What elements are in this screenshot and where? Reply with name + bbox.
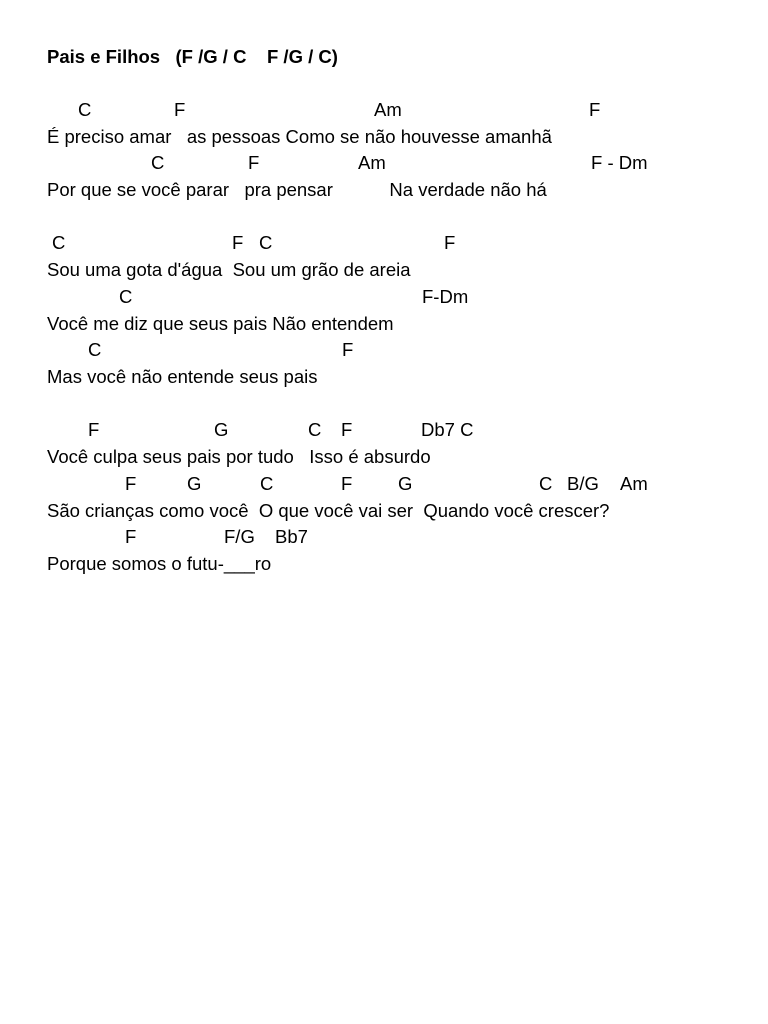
chord: B/G — [567, 473, 599, 494]
chord: G — [398, 473, 413, 494]
chord: F — [125, 526, 137, 547]
lyric-line: Sou uma gota d'água Sou um grão de areia — [47, 259, 411, 280]
chord: C — [539, 473, 553, 494]
lyric-line: Mas você não entende seus pais — [47, 366, 318, 387]
chord: F/G — [224, 526, 255, 547]
chord: F — [88, 419, 100, 440]
lyric-line: Por que se você parar pra pensar Na verdade não há — [47, 179, 547, 200]
chord: C — [78, 99, 92, 120]
chord: G — [187, 473, 202, 494]
chord: C — [52, 232, 66, 253]
lyric-line: Porque somos o futu-___ro — [47, 553, 272, 574]
chord: C — [119, 286, 133, 307]
chord: F — [342, 339, 354, 360]
chord: F — [589, 99, 601, 120]
chord: G — [214, 419, 229, 440]
chord: F - Dm — [591, 152, 648, 173]
chord: F-Dm — [422, 286, 469, 307]
chord: C — [260, 473, 274, 494]
lyric-line: São crianças como você O que você vai ser Quando você crescer? — [47, 500, 610, 521]
chord: C — [259, 232, 273, 253]
chord: Am — [620, 473, 648, 494]
chord: F — [248, 152, 260, 173]
chord: Db7 C — [421, 419, 474, 440]
chord: F — [174, 99, 186, 120]
chord: C — [308, 419, 322, 440]
chord: C — [151, 152, 165, 173]
song-title: Pais e Filhos (F /G / C F /G / C) — [47, 46, 338, 67]
chord: C — [88, 339, 102, 360]
lyric-line: Você me diz que seus pais Não entendem — [47, 313, 394, 334]
chord: Bb7 — [275, 526, 308, 547]
chord: Am — [358, 152, 386, 173]
lyric-line: Você culpa seus pais por tudo Isso é absurdo — [47, 446, 431, 467]
chord: F — [232, 232, 244, 253]
chord: Am — [374, 99, 402, 120]
chord: F — [341, 419, 353, 440]
chord: F — [444, 232, 456, 253]
lyric-line: É preciso amar as pessoas Como se não houvesse amanhã — [47, 126, 552, 147]
chord: F — [341, 473, 353, 494]
chord: F — [125, 473, 137, 494]
